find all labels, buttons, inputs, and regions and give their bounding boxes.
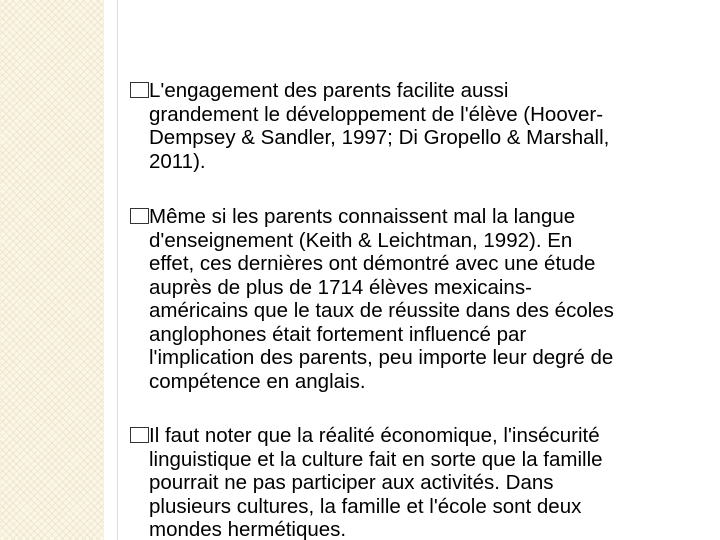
bullet-box-icon [130, 82, 149, 98]
bullet-box-icon [130, 427, 149, 443]
bullet-box-icon [130, 208, 149, 224]
bullet-item [130, 79, 700, 173]
bullet-text: Il faut noter que la réalité économique, l'insécurité linguistique et la culture fait en sorte que la famille pourrait ne pas participer aux activités. Dans plusieurs cultures, la famille et l'école sont deux mondes hermétiques. [149, 424, 603, 540]
bullet-item [130, 205, 700, 393]
bullet-item [130, 424, 700, 540]
bullet-text: L'engagement des parents facilite aussi grandement le développement de l'élève (Hoover- Dempsey & Sandler, 1997; Di Gropello & Marshall, 2011). [149, 79, 610, 173]
bullet-text: Même si les parents connaissent mal la langue d'enseignement (Keith & Leichtman, 1992). En effet, ces dernières ont démontré avec une étude auprès de plus de 1714 élèves mexicains- américains que le taux de réussite dans des écoles anglophones était fortement influencé par l'implication des parents, peu importe leur degré de compétence en anglais. [149, 205, 614, 393]
